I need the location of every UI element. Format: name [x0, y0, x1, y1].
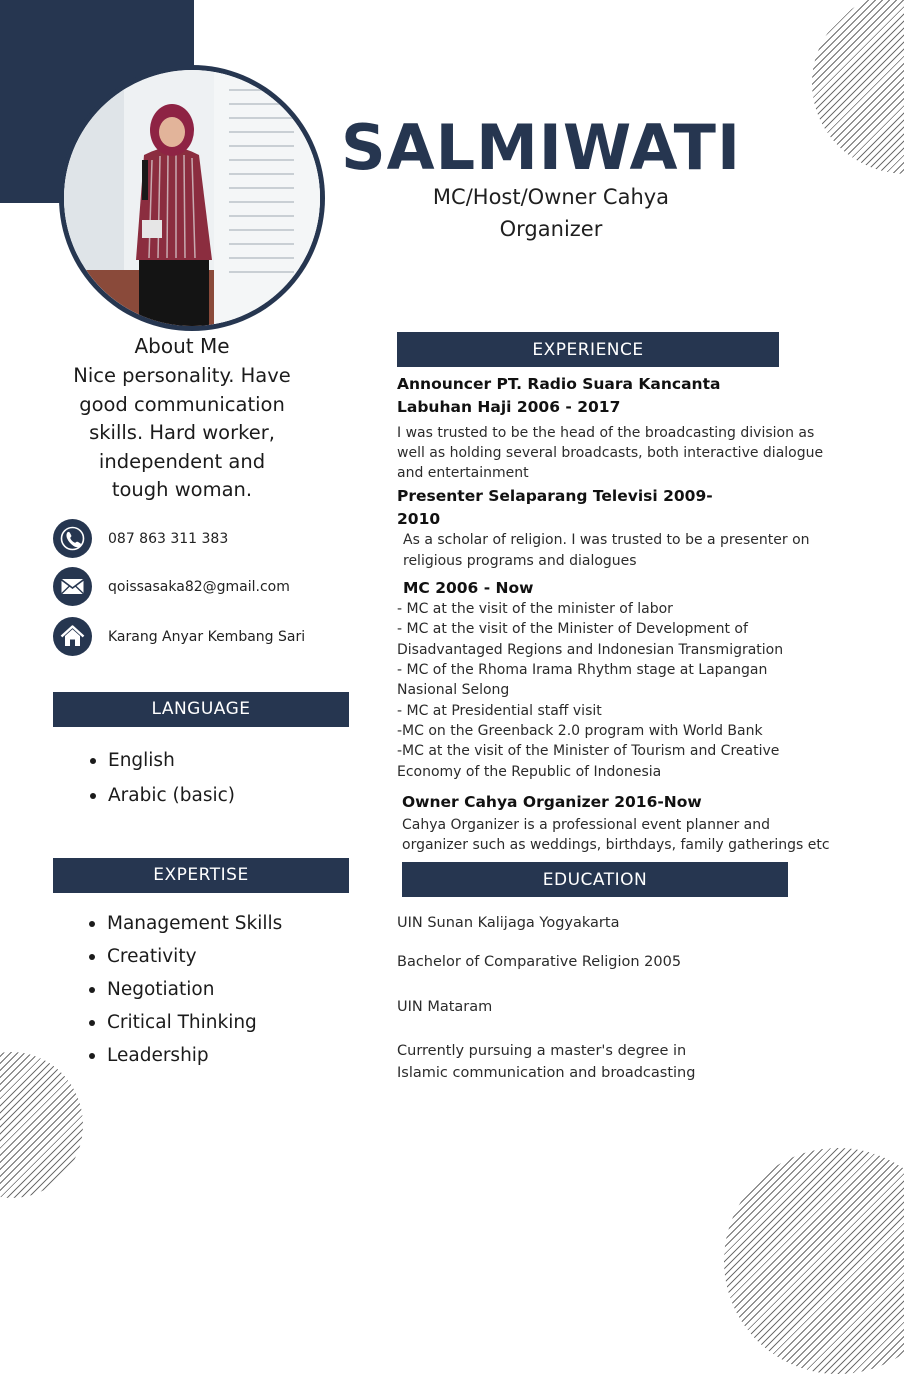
phone-icon [53, 519, 92, 558]
job-title: Announcer PT. Radio Suara Kancanta [397, 375, 721, 393]
job-description: -MC on the Greenback 2.0 program with World Bank [397, 723, 763, 739]
job-title: 2010 [397, 510, 441, 528]
contact-phone [53, 519, 353, 559]
education-line: Currently pursuing a master's degree in [397, 1043, 687, 1059]
job-description: organizer such as weddings, birthdays, family gatherings etc [402, 837, 830, 853]
about-line: good communication [79, 392, 285, 416]
role-line-2: Organizer [499, 217, 603, 241]
phone-number: 087 863 311 383 [108, 531, 229, 547]
job-description: - MC at the visit of the Minister of Development of [397, 621, 748, 637]
job-description: As a scholar of religion. I was trusted to be a presenter on [403, 532, 810, 548]
about-line: independent and [98, 449, 266, 473]
expertise-list [87, 910, 282, 1070]
education-line: Islamic communication and broadcasting [397, 1065, 696, 1081]
job-description: well as holding several broadcasts, both interactive dialogue [397, 445, 824, 461]
about-title: About Me [134, 334, 230, 358]
about-line: tough woman. [111, 478, 253, 502]
education-line: UIN Sunan Kalijaga Yogyakarta [397, 915, 620, 931]
contact-address [53, 617, 353, 657]
language-item: English [88, 746, 235, 775]
job-description: - MC at the visit of the minister of labor [397, 601, 673, 617]
job-title: Labuhan Haji 2006 - 2017 [397, 398, 621, 416]
job-description: Economy of the Republic of Indonesia [397, 764, 662, 780]
job-description: - MC of the Rhoma Irama Rhythm stage at Lapangan [397, 662, 768, 678]
expertise-item: Leadership [87, 1042, 282, 1070]
education-heading: EDUCATION [402, 862, 788, 897]
mail-icon [53, 567, 92, 606]
job-description: - MC at Presidential staff visit [397, 703, 602, 719]
about-line: skills. Hard worker, [89, 421, 275, 445]
education-line: UIN Mataram [397, 999, 493, 1015]
job-title: Presenter Selaparang Televisi 2009- [397, 487, 713, 505]
language-heading: LANGUAGE [53, 692, 349, 727]
about-line: Nice personality. Have [73, 364, 291, 387]
hatched-circle-bottom-left [0, 1052, 83, 1198]
about-text [60, 362, 304, 505]
language-list [88, 746, 235, 810]
hatched-circle-bottom-right [724, 1148, 904, 1374]
job-description: Nasional Selong [397, 682, 510, 698]
job-description: Disadvantaged Regions and Indonesian Transmigration [397, 642, 784, 658]
job-description: and entertainment [397, 465, 529, 481]
expertise-item: Management Skills [87, 910, 282, 938]
expertise-item: Negotiation [87, 976, 282, 1004]
language-item: Arabic (basic) [88, 781, 235, 810]
job-title: Owner Cahya Organizer 2016-Now [402, 793, 702, 811]
candidate-name: SALMIWATI [340, 111, 742, 184]
home-address: Karang Anyar Kembang Sari [108, 629, 306, 645]
contact-email [53, 567, 353, 607]
job-description: religious programs and dialogues [403, 553, 637, 569]
hatched-circle-top-right [812, 0, 904, 174]
profile-photo [64, 70, 320, 326]
candidate-role [400, 181, 702, 245]
expertise-item: Critical Thinking [87, 1009, 282, 1037]
profile-photo-illustration [64, 70, 320, 326]
expertise-item: Creativity [87, 943, 282, 971]
job-description: Cahya Organizer is a professional event planner and [402, 817, 770, 833]
profile-photo-frame [59, 65, 325, 331]
email-address: qoissasaka82@gmail.com [108, 579, 290, 595]
home-icon [53, 617, 92, 656]
experience-heading: EXPERIENCE [397, 332, 779, 367]
job-title: MC 2006 - Now [403, 579, 534, 597]
job-description: -MC at the visit of the Minister of Tourism and Creative [397, 743, 780, 759]
job-description: I was trusted to be the head of the broadcasting division as [397, 425, 815, 441]
education-line: Bachelor of Comparative Religion 2005 [397, 954, 682, 970]
expertise-heading: EXPERTISE [53, 858, 349, 893]
role-line-1: MC/Host/Owner Cahya [432, 185, 670, 209]
